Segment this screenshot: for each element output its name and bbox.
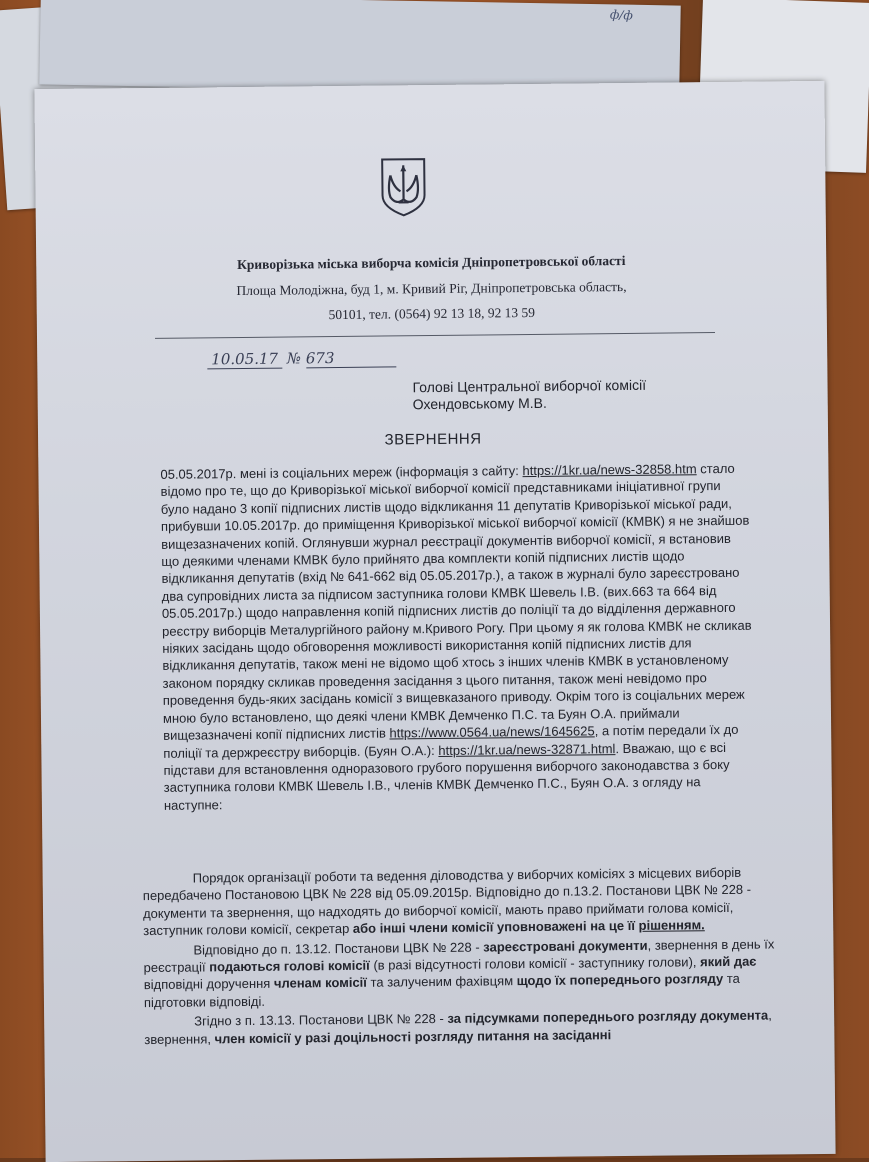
commission-title: Криворізька міська виборча комісія Дніпропетровської області (236, 252, 626, 273)
p2-bold-underline: рішенням. (638, 917, 705, 934)
news-link-1[interactable]: https://1kr.ua/news-32858.htm (522, 461, 697, 479)
appeal-paragraph-2 (143, 863, 784, 939)
p3-bold-1: зареєстровані документи (483, 937, 648, 955)
recipient-block (412, 377, 646, 413)
p3-bold-2: подаються голові комісії (209, 957, 370, 975)
news-link-3[interactable]: https://1kr.ua/news-32871.html (438, 740, 616, 758)
commission-phone: 50101, тел. (0564) 92 13 18, 92 13 59 (328, 304, 536, 323)
p3-text-4: відповідні доручення (143, 976, 274, 993)
appeal-paragraph-1 (160, 460, 754, 814)
document-content (34, 81, 835, 1162)
trident-emblem-icon (378, 155, 429, 218)
recipient-line-2: Охендовському М.В. (412, 394, 547, 413)
p3-bold-4: членам комісії (273, 975, 367, 992)
p4-bold-2: член комісії у разі доцільності розгляду питання на засіданні (214, 1026, 612, 1046)
p3-text-6: та підготовки відповіді. (143, 971, 740, 1010)
registration-number: 673 (305, 349, 335, 368)
header-divider (155, 332, 715, 339)
corner-handwritten-note: ф/ф (609, 7, 634, 23)
p4-bold-1: за підсумками попереднього розгляду документа (447, 1007, 769, 1027)
p2-text-1: Порядок організації роботи та ведення діловодства у виборчих комісіях з місцевих виборів передбачено Постановою ЦВК № 228 від 05.09.2015р. Відповідно до п.13.2. Постанови ЦВК № 228 - документи та звернення, що надходять до виборчої комісії, мають право приймати голова комісії, заступник голови комісії, секретар (142, 864, 752, 939)
legal-basis-section (143, 863, 785, 1050)
appeal-paragraph-4 (144, 1007, 784, 1049)
p3-text-1: Відповідно до п. 13.12. Постанови ЦВК № 228 - (193, 939, 484, 958)
p1-text-1: 05.05.2017р. мені із соціальних мереж (інформація з сайту: (160, 463, 523, 482)
p1-text-2: стало відомо про те, що до Криворізької міської виборчої комісії представниками ініціативної групи було надано 3 копії підписних листів щодо відкликання 11 депутатів Криворізької міської ради, прибувши 10.05.2017р. до приміщення Криворізької міської виборчої комісії (КМВК) я не знайшов вищезазначених копій. Оглянувши журнал реєстрації документів виборчої комісії, я встановив що деякими членами КМВК було прийнято два комплекти копій підписних листів щодо відкликання депутатів (вхід № 641-662 від 05.05.2017р.), а також в журналі було зареєстровано два супровідних листа за підписом заступника голови КМВК Шевель І.В. (вих.663 та 664 від 05.05.2017р.) щодо направлення копій підписних листів до поліції та до відділення державного реєстру виборців Металургійного району м.Кривого Рогу. При цьому я як голова КМВК не скликав ніяких засідань щодо обговорення можливості використання копій підписних листів для відкликання депутатів, також мені не відомо щоб хтось з інших членів КМВК в установленому законом порядку скликав проведення засідання з цього питання, також мені невідомо про проведення будь-яких засідань комісії з вищевказаного приводу. Окрім того із соціальних мереж мною було встановлено, що деякі члени КМВК Демченко П.С. та Буян О.А. приймали вищезазначені копії підписних листів (160, 460, 752, 743)
recipient-line-1: Голові Центральної виборчої комісії (412, 376, 647, 396)
p3-text-2: , звернення в день їх реєстрації (143, 936, 775, 976)
p2-bold-1: або інші члени комісії уповноважені на це її (352, 918, 639, 937)
registration-stamp (207, 348, 396, 369)
p3-text-5: та залученим фахівцям (366, 973, 517, 991)
appeal-paragraph-3 (143, 935, 784, 1011)
p4-text-2: , звернення, (144, 1007, 772, 1047)
commission-address: Площа Молодіжна, буд 1, м. Кривий Ріг, Дніпропетровська область, (236, 278, 627, 299)
registration-number-sign: № (286, 349, 302, 368)
p1-text-3: , а потім передали їх до поліції та держреєстру виборців. (Буян О.А.): (163, 721, 739, 761)
p1-text-4: . Вважаю, що є всі підстави для встановлення одноразового грубого порушення виборчого законодавства з боку заступника голови КМВК Шевель І.В., членів КМВК Демченко П.С., Буян О.А. з огляду на наступне: (163, 739, 730, 813)
background-paper-top (39, 0, 680, 96)
p4-text-1: Згідно з п. 13.13. Постанови ЦВК № 228 - (194, 1011, 448, 1029)
document-heading: ЗВЕРНЕННЯ (384, 430, 482, 449)
p3-bold-5: щодо їх попереднього розгляду (516, 971, 724, 989)
document-sheet (34, 81, 835, 1162)
p3-bold-3: який дає (700, 953, 757, 970)
news-link-2[interactable]: https://www.0564.ua/news/1645625 (389, 723, 595, 741)
p3-text-3: (в разі відсутності голови комісії - заступнику голови), (369, 954, 701, 973)
registration-date: 10.05.17 (207, 350, 282, 370)
